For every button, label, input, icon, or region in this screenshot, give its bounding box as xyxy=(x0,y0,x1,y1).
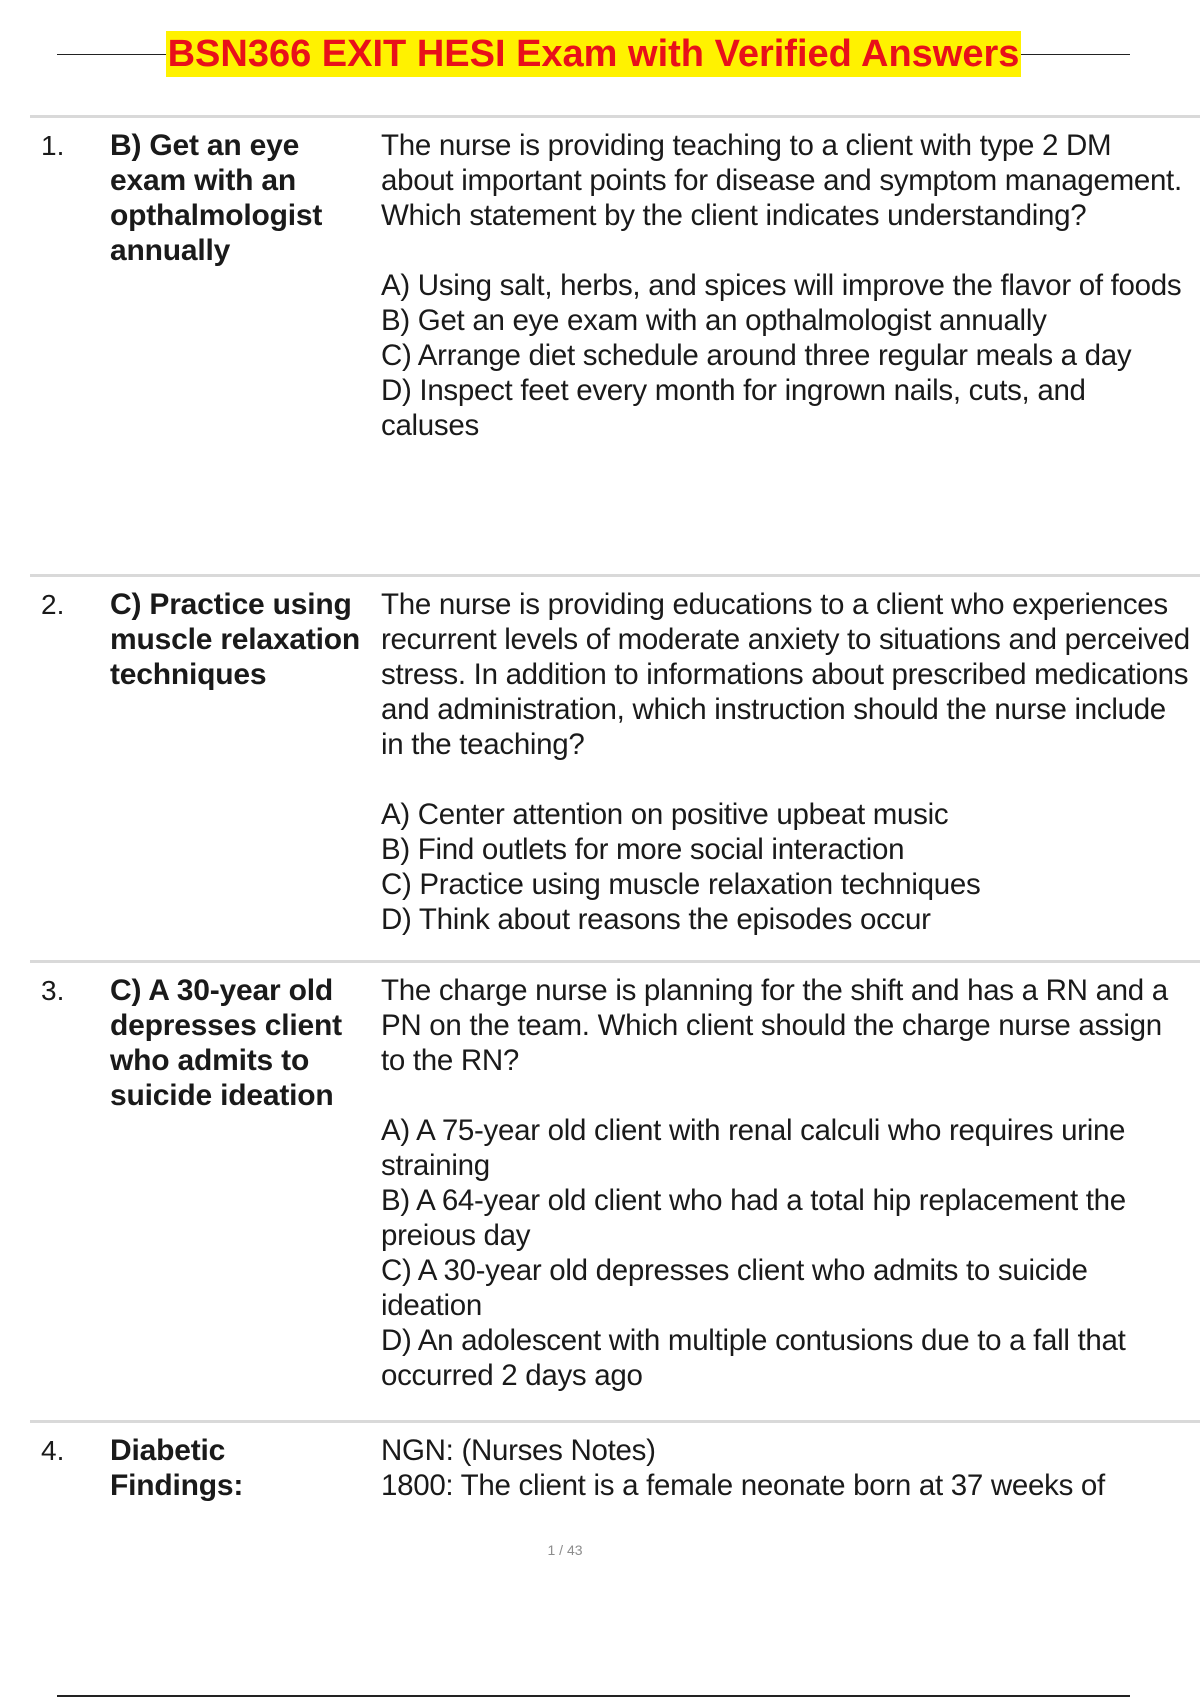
option: C) Arrange diet schedule around three regular meals a day xyxy=(381,339,1132,372)
option: A) Center attention on positive upbeat music xyxy=(381,798,949,831)
question-stem: The charge nurse is planning for the shift and has a RN and a PN on the team. Which client should the charge nurse assign to the RN? xyxy=(381,974,1168,1077)
option: C) A 30-year old depresses client who admits to suicide ideation xyxy=(381,1254,1088,1322)
option: D) An adolescent with multiple contusions due to a fall that occurred 2 days ago xyxy=(381,1324,1126,1392)
option: A) A 75-year old client with renal calculi who requires urine straining xyxy=(381,1114,1126,1182)
qa-table xyxy=(30,115,1200,1520)
answer-text: C) Practice using muscle relaxation techniques xyxy=(110,588,361,691)
title-row xyxy=(57,30,1130,78)
answer-text: C) A 30-year old depresses client who admits to suicide ideation xyxy=(110,974,342,1112)
question-number: 3. xyxy=(41,975,65,1006)
option: C) Practice using muscle relaxation techniques xyxy=(381,868,981,901)
question-number: 1. xyxy=(41,130,65,161)
option: B) Find outlets for more social interaction xyxy=(381,833,905,866)
document-title: BSN366 EXIT HESI Exam with Verified Answers xyxy=(167,33,1020,75)
question-number: 4. xyxy=(41,1435,65,1466)
option: D) Inspect feet every month for ingrown nails, cuts, and caluses xyxy=(381,374,1086,442)
option: B) A 64-year old client who had a total hip replacement the preious day xyxy=(381,1184,1126,1252)
question-number: 2. xyxy=(41,589,65,620)
answer-text: Diabetic Findings: xyxy=(110,1434,244,1502)
note-line: 1800: The client is a female neonate born at 37 weeks of xyxy=(381,1469,1105,1502)
question-row xyxy=(30,960,1200,1420)
bottom-rule xyxy=(57,1695,1130,1697)
question-body xyxy=(381,1433,1191,1520)
note-line: NGN: (Nurses Notes) xyxy=(381,1434,656,1467)
answer-text: B) Get an eye exam with an opthalmologist annually xyxy=(110,129,323,267)
question-body xyxy=(381,587,1191,960)
title-rule-right xyxy=(1021,54,1130,55)
option: A) Using salt, herbs, and spices will improve the flavor of foods xyxy=(381,269,1182,302)
option: B) Get an eye exam with an opthalmologist annually xyxy=(381,304,1047,337)
title-rule-left xyxy=(57,54,166,55)
question-row xyxy=(30,1420,1200,1520)
question-body xyxy=(381,973,1191,1420)
question-row xyxy=(30,574,1200,960)
option: D) Think about reasons the episodes occur xyxy=(381,903,931,936)
question-stem: The nurse is providing educations to a client who experiences recurrent levels of moderate anxiety to situations and perceived stress. In addition to informations about prescribed medications and administration, which instruction should the nurse include in the teaching? xyxy=(381,588,1190,761)
question-body xyxy=(381,128,1191,574)
question-stem: The nurse is providing teaching to a client with type 2 DM about important points for disease and symptom management. Which statement by the client indicates understanding? xyxy=(381,129,1182,232)
page-number: 1 / 43 xyxy=(547,1542,583,1558)
question-row xyxy=(30,115,1200,574)
